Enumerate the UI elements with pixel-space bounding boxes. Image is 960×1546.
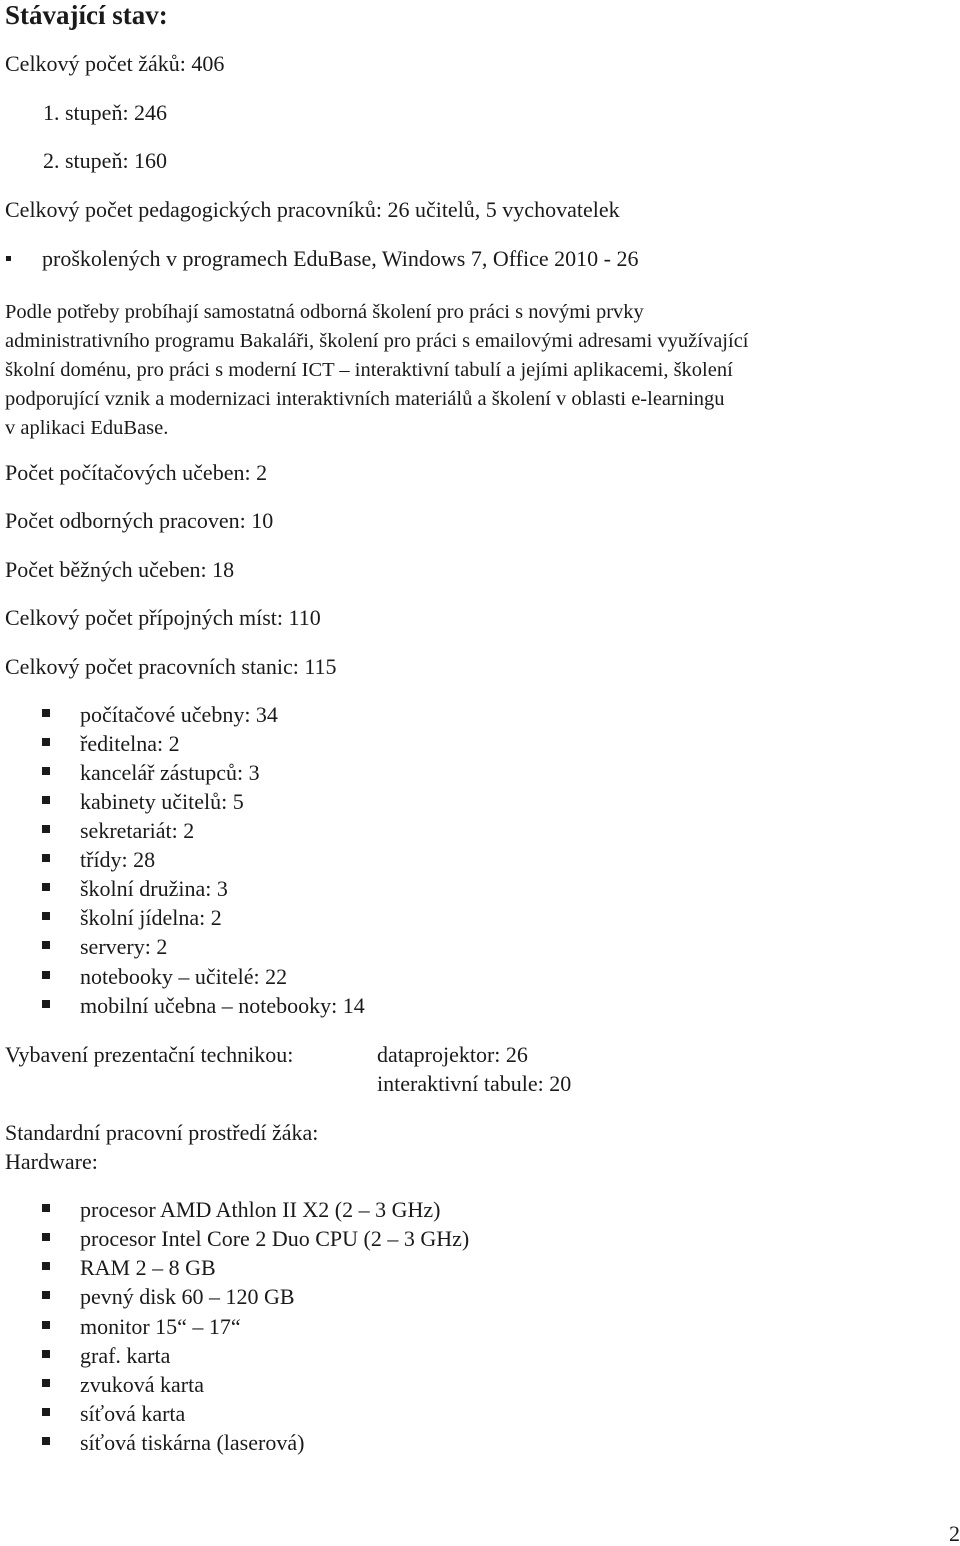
- list-item: školní jídelna: 2: [80, 905, 222, 930]
- training-paragraph: [5, 298, 945, 443]
- bullet-icon: [42, 709, 50, 717]
- paragraph-line: v aplikaci EduBase.: [5, 417, 169, 439]
- environment-label: Standardní pracovní prostředí žáka:: [5, 1120, 319, 1145]
- regular-rooms-count: Počet běžných učeben: 18: [5, 557, 235, 582]
- bullet-icon: [42, 971, 50, 979]
- list-item: graf. karta: [80, 1343, 171, 1368]
- bullet-icon: [42, 825, 50, 833]
- list-item: síťová tiskárna (laserová): [80, 1430, 305, 1455]
- bullet-icon: [42, 1437, 50, 1445]
- bullet-icon: [42, 1379, 50, 1387]
- students-total: Celkový počet žáků: 406: [5, 51, 225, 76]
- bullet-icon: [42, 767, 50, 775]
- bullet-icon: [42, 883, 50, 891]
- connection-points-count: Celkový počet přípojných míst: 110: [5, 605, 321, 630]
- paragraph-line: Podle potřeby probíhají samostatná odborná školení pro práci s novými prvky: [5, 301, 644, 323]
- paragraph-line: školní doménu, pro práci s moderní ICT – interaktivní tabulí a jejími aplikacemi, školení: [5, 359, 733, 381]
- interactive-board-count: interaktivní tabule: 20: [377, 1071, 572, 1096]
- students-grade2: 2. stupeň: 160: [43, 148, 168, 173]
- list-item: ředitelna: 2: [80, 731, 180, 756]
- list-item: počítačové učebny: 34: [80, 702, 278, 727]
- bullet-icon: [42, 1291, 50, 1299]
- list-item: mobilní učebna – notebooky: 14: [80, 993, 365, 1018]
- bullet-icon: [42, 1233, 50, 1241]
- list-item: síťová karta: [80, 1401, 186, 1426]
- bullet-icon: [42, 854, 50, 862]
- bullet-icon: [6, 256, 11, 261]
- bullet-icon: [42, 1000, 50, 1008]
- presentation-label: Vybavení prezentační technikou:: [5, 1042, 294, 1067]
- hardware-label: Hardware:: [5, 1149, 98, 1174]
- bullet-icon: [42, 738, 50, 746]
- bullet-icon: [42, 912, 50, 920]
- list-item: třídy: 28: [80, 847, 156, 872]
- list-item: sekretariát: 2: [80, 818, 195, 843]
- bullet-icon: [42, 941, 50, 949]
- list-item: RAM 2 – 8 GB: [80, 1255, 216, 1280]
- staff-count: Celkový počet pedagogických pracovníků: 26 učitelů, 5 vychovatelek: [5, 197, 620, 222]
- list-item: zvuková karta: [80, 1372, 204, 1397]
- list-item: notebooky – učitelé: 22: [80, 964, 288, 989]
- bullet-icon: [42, 1204, 50, 1212]
- bullet-icon: [42, 1408, 50, 1416]
- page-heading: Stávající stav:: [5, 0, 168, 30]
- workstations-count: Celkový počet pracovních stanic: 115: [5, 654, 337, 679]
- trained-staff: proškolených v programech EduBase, Windows 7, Office 2010 - 26: [42, 246, 639, 271]
- list-item: procesor Intel Core 2 Duo CPU (2 – 3 GHz): [80, 1226, 470, 1251]
- specialized-rooms-count: Počet odborných pracoven: 10: [5, 508, 274, 533]
- list-item: pevný disk 60 – 120 GB: [80, 1284, 295, 1309]
- list-item: kancelář zástupců: 3: [80, 760, 260, 785]
- list-item: monitor 15“ – 17“: [80, 1314, 241, 1339]
- bullet-icon: [42, 1350, 50, 1358]
- bullet-icon: [42, 1262, 50, 1270]
- list-item: kabinety učitelů: 5: [80, 789, 244, 814]
- bullet-icon: [42, 1321, 50, 1329]
- list-item: školní družina: 3: [80, 876, 228, 901]
- page-number: 2: [949, 1521, 960, 1546]
- projector-count: dataprojektor: 26: [377, 1042, 528, 1067]
- paragraph-line: administrativního programu Bakaláři, školení pro práci s emailovými adresami využívající: [5, 330, 749, 352]
- list-item: servery: 2: [80, 934, 168, 959]
- list-item: procesor AMD Athlon II X2 (2 – 3 GHz): [80, 1197, 441, 1222]
- students-grade1: 1. stupeň: 246: [43, 100, 168, 125]
- bullet-icon: [42, 796, 50, 804]
- computer-rooms-count: Počet počítačových učeben: 2: [5, 460, 268, 485]
- paragraph-line: podporující vznik a modernizaci interaktivních materiálů a školení v oblasti e-learningu: [5, 388, 725, 410]
